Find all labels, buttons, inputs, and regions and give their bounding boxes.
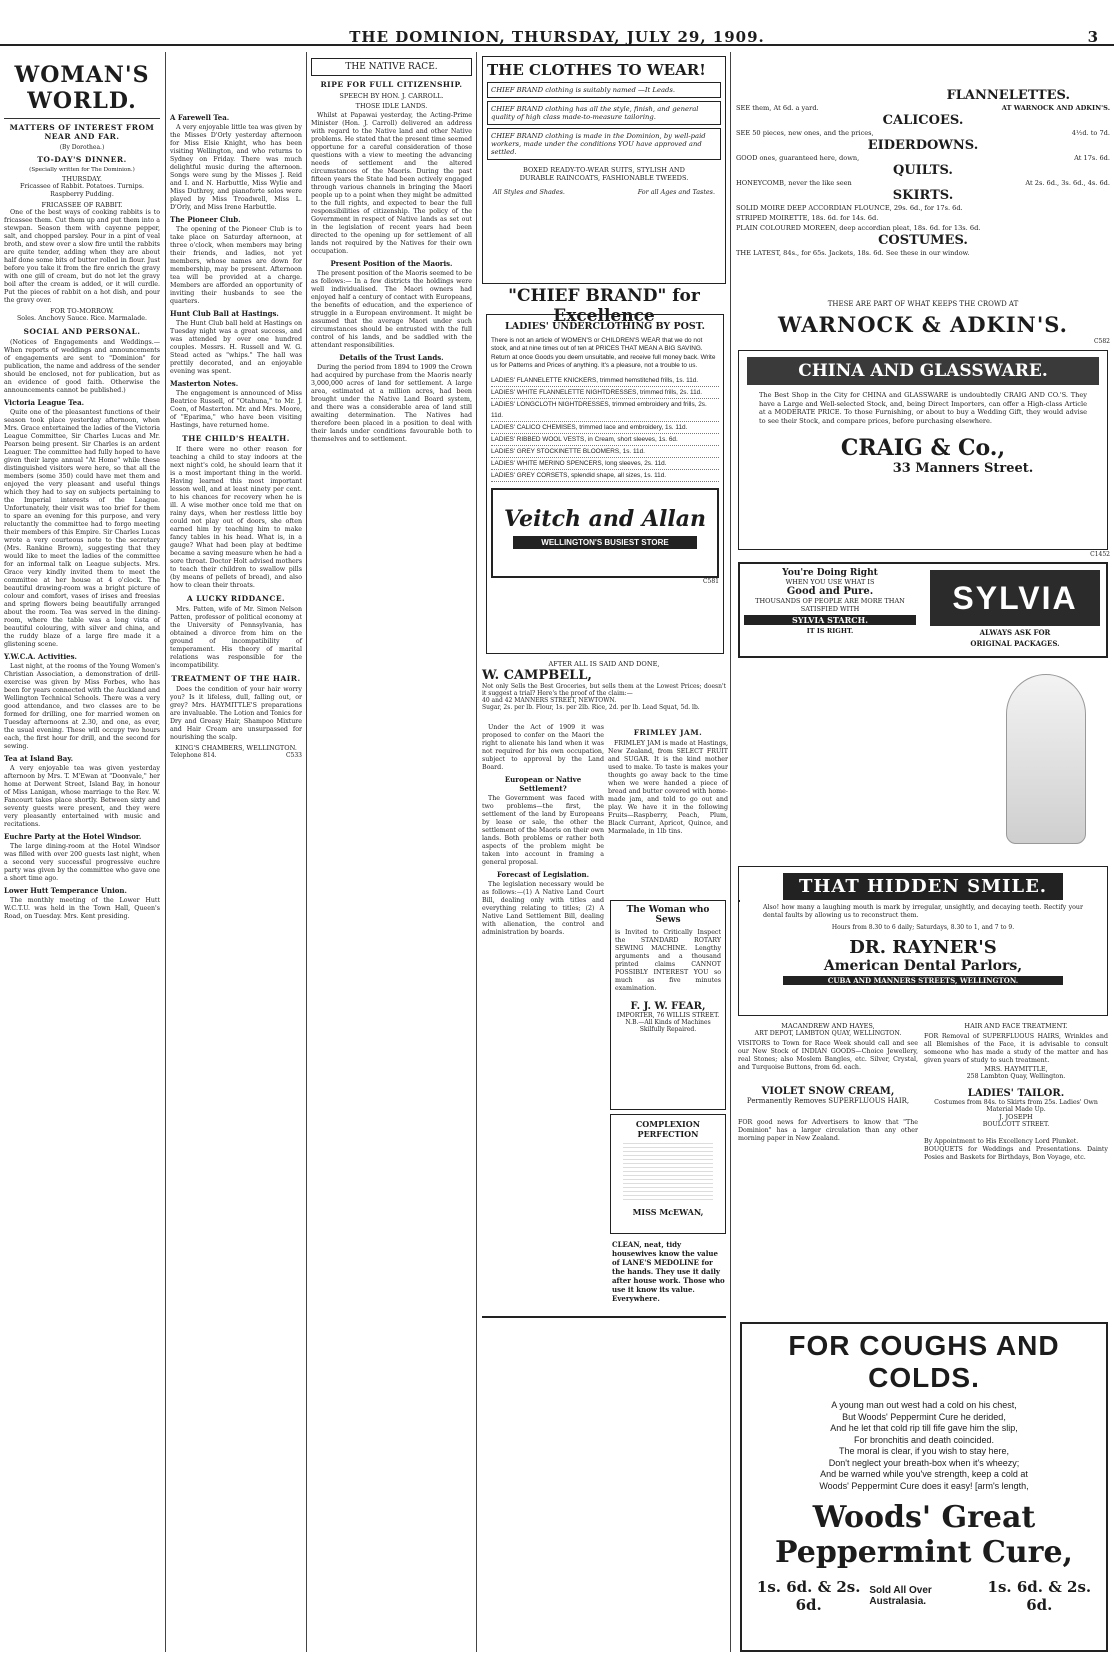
price-b: 1s. 6d. & 2s. 6d. [987, 1578, 1092, 1614]
craig-name: CRAIG & Co., [840, 435, 1006, 462]
complexion-ad [610, 1114, 726, 1234]
china-heading: CHINA AND GLASSWARE. [747, 357, 1099, 385]
skirt-item: PLAIN COLOURED MOREEN, deep accordian pleat, 18s. 6d. for 13s. 6d. [736, 224, 981, 232]
eiderdown-heading: EIDERDOWNS. [867, 138, 979, 153]
skirt-item: STRIPED MOIRETTE, 18s. 6d. for 14s. 6d. [736, 214, 879, 222]
fear-repair: N.B.—All Kinds of Machines Skilfully Repaired. [625, 1019, 711, 1033]
ladies-item: LADIES' RIBBED WOOL VESTS, in Cream, short sleeves, 1s. 6d. [491, 434, 719, 446]
calico-line: SEE 50 pieces, new ones, and the prices, 4½d. to 7d. [736, 129, 1110, 137]
kings-chambers: KING'S CHAMBERS, WELLINGTON. [175, 744, 297, 752]
native-continued-column [482, 724, 604, 1652]
haymittle-address: 258 Lambton Quay, Wellington. [966, 1073, 1066, 1080]
sews-text: is Invited to Critically Inspect the STANDARD ROTARY SEWING MACHINE. Lengthy arguments and a thousand printed claims CANNOT POSSIBLY INTEREST YOU so much as five minutes examination. [615, 929, 721, 992]
campbell-name: W. CAMPBELL, [482, 668, 592, 683]
flannelette-line: SEE them, At 6d. a yard. AT WARNOCK AND ADKIN'S. [736, 104, 1110, 112]
veitch-allan-logo [491, 488, 719, 578]
mcewan-name: MISS McEWAN, [632, 1207, 704, 1217]
verse-line: And he let that cold rip till fife gave him the slip, [830, 1423, 1018, 1433]
social-heading: SOCIAL AND PERSONAL. [23, 327, 141, 336]
costumes-line: THE LATEST, 84s., for 65s. Jackets, 18s. 6d. See these in our window. [736, 249, 970, 257]
section-subtitle: MATTERS OF INTEREST FROM NEAR AND FAR. [9, 123, 155, 141]
legislation-text: The legislation necessary would be as follows:—(1) A Native Land Court Bill, dealing only with titles and everything relating to titles; (2) A Native Land Settlement Bill, dealing with alienation, the control and administration by boards. [482, 881, 604, 936]
small-ads-right [924, 1022, 1108, 1312]
campbell-prices: Sugar, 2s. per lb. Flour, 1s. per 2lb. Rice, 2d. per lb. Lead Squat, 5d. lb. [482, 704, 700, 711]
european-text: The Government was faced with two problems—the first, the settlement of the land by Europeans by lease or sale, the other the settlement of the Maoris on their own lands. Both problems or rather both aspects of the problem might be taken into account in framing a general proposal. [482, 795, 604, 866]
native-continued-text: Under the Act of 1909 it was proposed to confer on the Maori the right to alienate his land when it was not required for his own occupation, subject to approval by the Land Board. [482, 724, 604, 771]
hutt-heading: Lower Hutt Temperance Union. [4, 886, 127, 895]
hunt-heading: Hunt Club Ball at Hastings. [170, 309, 279, 318]
ywca-text: Last night, at the rooms of the Young Women's Christian Association, a demonstration of drill-exercise was given by Miss Forbes, who has been for years connected with the Auckland and Wellington Technical Schools. There was a very good attendance, and two classes are to be formed for drilling, one for married women on Tuesday afternoons at 2.30, and one, as ever, the usual evening. These will occupy two hours each, the first hour for drill, and the second for sewing. [4, 663, 160, 750]
appointment-text: By Appointment to His Excellency Lord Plunket. [924, 1138, 1079, 1145]
verse-line: Woods' Peppermint Cure does it easy! [arm's length, [819, 1480, 1029, 1491]
ladies-item: LADIES' CALICO CHEMISES, trimmed lace and embroidery, 1s. 11d. [491, 422, 719, 434]
island-text: A very enjoyable tea was given yesterday afternoon by Mrs. T. M'Ewan at "Doonvale," her home at Derwent Street, Island Bay, in honour of Miss Lanigan, whose marriage to the Rev. W. Fancourt takes place shortly. Between sixty and seventy guests were present, and they were very pleasantly entertained with music and recitations. [4, 765, 160, 828]
warnock-adkin-ad [736, 56, 1110, 300]
island-heading: Tea at Island Bay. [4, 754, 74, 763]
campbell-ad [482, 660, 726, 722]
hunt-text: The Hunt Club ball held at Hastings on Tuesday night was a great success, and was attended by over one hundred couples. Messrs. H. Russell and W. G. Stead acted as "whips." The hall was prettily decorated, and an enjoyable evening was spent. [170, 320, 302, 375]
page-number: 3 [1087, 28, 1098, 46]
sylvia-starch-ad [738, 562, 1108, 658]
craig-code: C1452 [1090, 551, 1110, 558]
warnock-name: WARNOCK & ADKIN'S. [778, 312, 1068, 337]
native-text-3: During the period from 1894 to 1909 the Crown had acquired by purchase from the Maoris nearly 3,000,000 acres of land for settlement. A large area, estimated at a million acres, had been brought under the Native Land Board system, and there was a considerable area of land still awaiting determination. The Natives had therefore been placed in a position to deal with their lands under conditions favourable both to themselves and to settlement. [311, 364, 472, 443]
smile-heading: THAT HIDDEN SMILE. [783, 873, 1063, 900]
native-race-column [311, 56, 472, 1652]
ladies-item: LADIES' GREY STOCKINETTE BLOOMERS, 1s. 11d. [491, 446, 719, 458]
bouquets-text: BOUQUETS for Weddings and Presentations. Dainty Posies and Baskets for Birthdays, Bon Voyage, etc. [924, 1146, 1108, 1161]
legislation-heading: Forecast of Legislation. [496, 870, 590, 879]
sold-everywhere: Sold All Over Australasia. [869, 1585, 932, 1607]
details-heading: Details of the Trust Lands. [339, 353, 444, 362]
position-heading: Present Position of the Maoris. [330, 259, 453, 268]
recipe-text: One of the best ways of cooking rabbits is to fricassee them. Cut them up and put them into a stewpan. Season them with cayenne pepper, salt, and chopped parsley. Pour in a pint of veal broth, and stew over a slow fire until the rabbits are quite tender, adding when they are about half done some bits of butter rolled in flour. Just before you take it from the fire enrich the gravy with one gill of cream, but do not let the gravy boil after the cream is added, or it will curdle. Put the pieces of rabbit on a hot dish, and pour the gravy over. [4, 209, 160, 304]
calico-heading: CALICOES. [882, 113, 964, 128]
eiderdown-line: GOOD ones, guaranteed here, down, At 17s. 6d. [736, 154, 1110, 162]
skirt-item: SOLID MOIRE DEEP ACCORDIAN FLOUNCE, 29s. 6d., for 17s. 6d. [736, 204, 963, 212]
ladies-item-list [491, 375, 719, 482]
child-heading: THE CHILD'S HEALTH. [182, 434, 290, 443]
logo-script: Veitch and Allan [504, 505, 706, 532]
macandrew-sub: ART DEPOT, LAMBTON QUAY, WELLINGTON. [754, 1030, 902, 1037]
costumes-heading: COSTUMES. [878, 233, 968, 248]
ladies-item: LADIES' LONGCLOTH NIGHTDRESSES, trimmed embroidery and frills, 2s. 11d. [491, 399, 719, 422]
section-title: WOMAN'S WORLD. [14, 62, 150, 114]
tailor-address: BOULCOTT STREET. [982, 1121, 1050, 1128]
verse-line: But Woods' Peppermint Cure he derided, [842, 1411, 1006, 1422]
masthead [0, 0, 1114, 46]
verse-line: For bronchitis and death coincided. [853, 1434, 995, 1445]
native-race-heading: THE NATIVE RACE. [311, 58, 472, 76]
frimley-text: FRIMLEY JAM is made at Hastings, New Zealand, from SELECT FRUIT and SUGAR. It is the kind mother used to make. To taste is makes your thoughts go away back to the time when we were handed a piece of bread and butter covered with home-made jam, and told to go out and play. We have it in the following Fruits—Raspberry, Peach, Plum, Black Currant, Apricot, Quince, and Marmalade, in 1lb tins. [608, 740, 728, 835]
sylvia-original: ORIGINAL PACKAGES. [970, 639, 1060, 648]
price-a: 1s. 6d. & 2s. 6d. [756, 1578, 861, 1614]
craig-address: 33 Manners Street. [892, 461, 1034, 477]
fear-name: F. J. W. FEAR, [630, 1001, 706, 1012]
verse-line: And be warned while you've strength, keep a cold at [820, 1469, 1028, 1479]
dinner-day: THURSDAY. [62, 175, 102, 183]
child-text: If there were no other reason for teaching a child to stay indoors at the next night's cold, he should learn that it is a most important thing in the world. Having learned this most important lesson well, and at least ninety per cent. to his chances for recovery when he is ill. A wise mother once told me that on rainy days, when her restless little boy could not play out of doors, she often earned him by teaching him to make fancy tables in his head. What is, in a gauge? What had been play at bedtime became a saving measure when he had a sore throat. Doctor Holt advised mothers to teach their children to swallow pills (by means of pellets of bread), and also how to clean their throats. [170, 446, 302, 589]
complexion-text-block [623, 1143, 713, 1203]
boxed-suits: BOXED READY-TO-WEAR SUITS, STYLISH AND DURABLE RAINCOATS, FASHIONABLE TWEEDS. [519, 166, 689, 182]
social-column [170, 110, 302, 1652]
sylvia-logo: SYLVIA [930, 570, 1100, 626]
chief-brand-claim-2: CHIEF BRAND clothing has all the style, finish, and general quality of high class made-to-measure tailoring. [487, 101, 721, 125]
skirts-heading: SKIRTS. [892, 188, 954, 203]
euchre-text: The large dining-room at the Hotel Windsor was filled with over 200 guests last night, when a second very successful progressive euchre party was given by the committee who gave one a short time ago. [4, 843, 160, 882]
farewell-text: A very enjoyable little tea was given by the Misses D'Orly yesterday afternoon for Miss Elsie Knight, who has been visiting Wellington, and who returns to Sydney on Friday. There was much delightful music during the afternoon. Songs were sung by the Misses J. Reid and I. and N. Harbuttle, Miss Wylie and Miss Duthrey, and pianoforte solos were played by Miss Troadwell, Miss L. D'Orly, and Miss Irene Harbuttle. [170, 124, 302, 211]
lanes-medoline-ad: CLEAN, neat, tidy housewives know the value of LANE'S MEDOLINE for the hands. They use it daily after house work. Those who use it know its value. Everywhere. [612, 1240, 725, 1303]
flannelette-heading: FLANNELETTES. [946, 88, 1070, 103]
logo-banner: WELLINGTON'S BUSIEST STORE [513, 536, 697, 549]
sylvia-line-2: Good and Pure. [786, 586, 874, 597]
tailor-name: J. JOSEPH [999, 1113, 1033, 1121]
phone-line: Telephone 814. C533 [170, 752, 302, 759]
hair-face-text: FOR Removal of SUPERFLUOUS HAIRS, Wrinkles and all Blemishes of the Face, it is advisable to consult someone who has made a study of the matter and has given years of study to such treatment. [924, 1033, 1108, 1064]
riddance-heading: A LUCKY RIDDANCE. [186, 594, 286, 603]
sylvia-ask: ALWAYS ASK FOR [979, 628, 1051, 637]
sylvia-line-1: WHEN YOU USE WHAT IS [785, 578, 875, 586]
hair-face-heading: HAIR AND FACE TREATMENT. [964, 1022, 1068, 1030]
craig-china-ad [738, 350, 1108, 550]
chief-brand-claim-1: CHIEF BRAND clothing is suitably named —It Leads. [487, 82, 721, 98]
column-rule [730, 52, 731, 1652]
snow-cream-text: Permanently Removes SUPERFLUOUS HAIR, [746, 1097, 910, 1105]
warnock-code: C582 [1093, 338, 1110, 345]
hair-text: Does the condition of your hair worry you? Is it lifeless, dull, falling out, or grey? Mrs. HAYMITTLE'S preparations are invaluable. The Lotion and Tonics for Dry and Greasy Hair, Shampoo Mixture and Hair Cream are unsurpassed for nourishing the scalp. [170, 686, 302, 741]
european-heading: European or Native Settlement? [504, 775, 582, 793]
tailor-heading: LADIES' TAILOR. [967, 1088, 1065, 1099]
sews-heading: The Woman who Sews [626, 905, 710, 925]
verse-line: A young man out west had a cold on his chest, [831, 1400, 1017, 1410]
hair-heading: TREATMENT OF THE HAIR. [171, 674, 301, 683]
riddance-text: Mrs. Patten, wife of Mr. Simon Nelson Patten, professor of political economy at the University of Pennsylvania, has obtained a divorce from him on the ground of incompatibility of temperament. His theory of marital relations was responsible for the incompatibility. [170, 606, 302, 669]
snow-cream-heading: VIOLET SNOW CREAM, [761, 1086, 895, 1097]
campbell-line: AFTER ALL IS SAID AND DONE, [548, 660, 660, 668]
pioneer-text: The opening of the Pioneer Club is to take place on Saturday afternoon, at three o'clock, when members may bring their friends, and ladies, not yet members, whose names are down for membership, may be present. Afternoon tea will be provided at a charge. Members are afforded an opportunity of inviting their husbands to see the quarters. [170, 226, 302, 305]
woods-peppermint-ad [740, 1322, 1108, 1652]
styles-line [487, 188, 721, 196]
rayner-sub: American Dental Parlors, [823, 958, 1023, 974]
ad-note: FOR good news for Advertisers to know that "The Dominion" has a larger circulation than any other morning paper in New Zealand. [738, 1119, 918, 1142]
dinner-note: (Specially written for The Dominion.) [29, 167, 135, 173]
small-ads-left [738, 1022, 918, 1312]
quilts-heading: QUILTS. [893, 163, 953, 178]
masthead-title: THE DOMINION, THURSDAY, JULY 29, 1909. [349, 28, 765, 46]
sylvia-copy [744, 568, 916, 635]
masterton-heading: Masterton Notes. [170, 379, 239, 388]
victoria-heading: Victoria League Tea. [4, 398, 85, 407]
hours-line: Hours from 8.30 to 6 daily; Saturdays, 8.30 to 1, and 7 to 9. [831, 924, 1015, 931]
campbell-address: 40 and 42 MANNERS STREET, NEWTOWN. [482, 697, 617, 704]
recipe-heading: FRICASSEE OF RABBIT. [41, 201, 123, 209]
coughs-heading: FOR COUGHS AND COLDS. [788, 1330, 1060, 1393]
byline: (By Dorothea.) [59, 144, 105, 151]
chief-brand-claim-3: CHIEF BRAND clothing is made in the Dominion, by well-paid workers, made under the conditions YOU have approved and settled. [487, 128, 721, 160]
part-of-line: THESE ARE PART OF WHAT KEEPS THE CROWD AT [827, 300, 1019, 308]
frimley-heading: FRIMLEY JAM. [633, 728, 703, 737]
tomorrow-heading: FOR TO-MORROW. [50, 307, 114, 315]
sylvia-line-3: THOUSANDS OF PEOPLE ARE MORE THAN SATISFIED WITH [755, 597, 905, 613]
ywca-heading: Y.W.C.A. Activities. [4, 652, 77, 661]
rayner-address: CUBA AND MANNERS STREETS, WELLINGTON. [783, 976, 1063, 985]
woman-illustration [1006, 674, 1086, 844]
farewell-heading: A Farewell Tea. [170, 113, 230, 122]
native-text-2: The present position of the Maoris seemed to be as follows:— In a few districts the holdings were well individualised. The Maori owners had enjoyed half a century of contact with Europeans, the benefits of education, and the experience of struggle in a European environment. It might be assumed that the average Maori under such circumstances should be entrusted with the full control of his lands, and be saddled with the attendant responsibilities. [311, 270, 472, 349]
social-notice: (Notices of Engagements and Weddings.—When reports of weddings and announcements of engagements are sent to "Dominion" for publication, the name and address of the sender should be enclosed, not for publication, but as an evidence of good faith. Otherwise the announcements cannot be published.) [4, 339, 160, 394]
styles-text: All Styles and Shades. [493, 188, 565, 196]
chief-brand-slogan: "CHIEF BRAND" for Excellence [508, 286, 700, 326]
campbell-text: Not only Sells the Best Groceries, but sells them at the Lowest Prices; doesn't it suggest a trial? Here's the proof of the claim:— [482, 683, 726, 697]
ladies-item: LADIES' FLANNELETTE KNICKERS, trimmed hemstitched frills, 1s. 11d. [491, 375, 719, 387]
native-race-sub: RIPE FOR FULL CITIZENSHIP. [320, 80, 463, 89]
sylvia-line-4: SYLVIA STARCH. [744, 615, 916, 625]
idle-lands-heading: THOSE IDLE LANDS. [355, 102, 428, 110]
column-rule [476, 52, 477, 1652]
ladies-item: LADIES' WHITE MERINO SPENCERS, long sleeves, 2s. 11d. [491, 458, 719, 470]
woods-brand: Woods' Great Peppermint Cure, [775, 1500, 1073, 1570]
masterton-text: The engagement is announced of Miss Beatrice Russell, of "Otahuna," to Mr. J. Coen, of Masterton. Mr. and Mrs. Moore, of "Eparima," who have been visiting Hastings, have returned home. [170, 390, 302, 429]
dinner-heading: TO-DAY'S DINNER. [37, 155, 127, 164]
macandrew-text: VISITORS to Town for Race Week should call and see our New Stock of INDIAN GOODS—Choice Jewellery, real Stones; also Moslem Bangles, etc. Silver, Crystal, and Turquoise Buttons, from 6d. each. [738, 1040, 918, 1071]
smile-text: Also! how many a laughing mouth is mark by irregular, unsightly, and decaying teeth. Rectify your dental faults by allowing us to reconstruct them. [763, 904, 1083, 919]
veitch-code: C581 [702, 577, 719, 585]
verse-line: The moral is clear, if you wish to stay here, [838, 1446, 1010, 1456]
divider-line [482, 1316, 726, 1318]
speech-line: SPEECH BY HON. J. CARROLL. [339, 92, 444, 100]
ladies-item: LADIES' GREY CORSETS, splendid shape, all sizes, 1s. 11d. [491, 470, 719, 482]
ladies-underclothing-ad [486, 314, 724, 654]
tomorrow-menu: Soles. Anchovy Sauce. Rice. Marmalade. [16, 315, 148, 322]
ages-text: For all Ages and Tastes. [637, 188, 715, 196]
column-rule [165, 52, 166, 1652]
ladies-item: LADIES' WHITE FLANNELETTE NIGHTDRESSES, trimmed frills, 2s. 11d. [491, 387, 719, 399]
dinner-menu: Fricassee of Rabbit. Potatoes. Turnips. Raspberry Pudding. [20, 183, 144, 198]
sylvia-line-5: IT IS RIGHT. [806, 627, 854, 635]
woods-price-row [748, 1578, 1100, 1614]
dental-parlors-ad [738, 866, 1108, 1016]
quilts-line: HONEYCOMB, never the like seen At 2s. 6d., 3s. 6d., 4s. 6d. [736, 179, 1110, 187]
victoria-text: Quite one of the pleasantest functions of their season took place yesterday afternoon, when Mrs. Grace entertained the ladies of the Victoria League Committee, Sir Charles Lucas and Mr. Pearson being present. Sir Charles is an ardent Leaguer. The committee had fully hoped to have given their large annual "At Home" while these distinguished visitors were here, so that all the members (some 350) could have met them and enjoyed the very pleasant and useful things which they had to say on subjects pertaining to the Imperial interests of the League. Unfortunately, their visit was too brief for them to spare an evening for this purpose, and very reluctantly the committee had to forgo meeting their members of this Empire. Sir Charles Lucas wrote a very courteous note to the secretary (Mrs. Rankine Brown), suggesting that they would like to meet the ladies of the committee for an informal talk on League subjects. Mrs. Grace very kindly invited them to meet the committee at her house at 4 o'clock. The beautiful drawing-room was a bright picture of colour and comfort, vases of irises and freesias and spring flowers being beautifully arranged about the room. Tea was served in the dining-room, where the table was a long vista of beautiful colouring, with silver and china, and the ruddy blaze of a large fire made it a glistening scene. [4, 409, 160, 648]
sylvia-headline: You're Doing Right [782, 568, 878, 578]
frimley-illustration-area [736, 664, 1110, 864]
ladies-intro: There is not an article of WOMEN'S or CHILDREN'S WEAR that we do not stock, and at nine times out of ten at PRICES THAT MEAN A BIG SAVING. Return at once Goods you deem unsuitable, and receive full money back. Write us for Patterns and Prices of anything. It's a pleasure, not a trouble to us. [491, 337, 716, 370]
chief-brand-ad [482, 56, 726, 284]
euchre-heading: Euchre Party at the Hotel Windsor. [4, 832, 142, 841]
macandrew-heading: MACANDREW AND HAYES, [781, 1022, 875, 1030]
rayner-name: DR. RAYNER'S [849, 937, 997, 958]
tailor-text: Costumes from 84s. to Skirts from 25s. Ladies' Own Material Made Up. [934, 1099, 1098, 1113]
skirts-list [736, 203, 1110, 233]
haymittle-name: MRS. HAYMITTLE, [984, 1065, 1048, 1073]
fear-address: IMPORTER, 76 WILLIS STREET. [616, 1012, 720, 1019]
verse-line: Don't neglect your breath-box when it's wheezy; [828, 1457, 1020, 1468]
hutt-text: The monthly meeting of the Lower Hutt W.C.T.U. was held in the Town Hall, Queen's Road, on Tuesday. Mrs. Kent presiding. [4, 897, 160, 920]
womans-world-column [4, 56, 160, 1652]
pioneer-heading: The Pioneer Club. [170, 215, 241, 224]
woman-who-sews-ad [610, 900, 726, 1110]
complexion-heading: COMPLEXION PERFECTION [635, 1119, 701, 1139]
ladies-heading: LADIES' UNDERCLOTHING BY POST. [505, 321, 705, 332]
column-rule [306, 52, 307, 1652]
china-text: The Best Shop in the City for CHINA and GLASSWARE is undoubtedly CRAIG AND CO.'S. They have a Large and Well-selected Stock, and, being Direct Importers, can offer a High-class Article at a MODERATE PRICE. To those Furnishing, or about to buy a Wedding Gift, they would advise to see their Stock, and compare prices, before purchasing elsewhere. [759, 391, 1087, 425]
native-text-1: Whilst at Papawai yesterday, the Acting-Prime Minister (Hon. J. Carroll) delivered an address with regard to the Native land and other Native problems. He stated that the present time seemed opportune for a careful consideration of those questions with a view to meeting the advancing needs of settlement and the altered circumstances of the Maoris. During the past fifteen years the State had been actively engaged through various channels in bringing the Maori people up to a point when they might be admitted to the full rights, and expected to bear the full responsibilities of citizenship. The policy of the Government in respect of Native lands as set out in the legislation of recent years had been directed to the opening up for settlement of all lands not required by the Natives for their own occupation. [311, 112, 472, 255]
coughs-verse [748, 1400, 1100, 1492]
clothes-heading: THE CLOTHES TO WEAR! [487, 61, 706, 79]
